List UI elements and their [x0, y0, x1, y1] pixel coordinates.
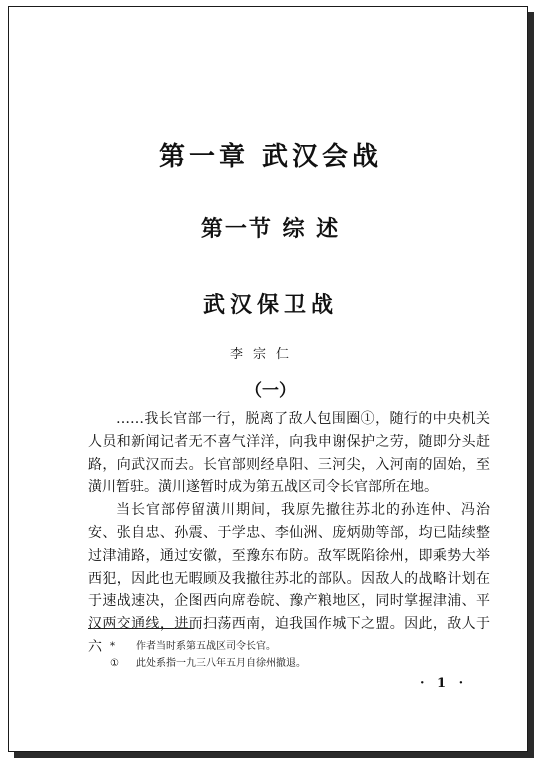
footnote-mark: * — [110, 641, 115, 652]
author-name: 李宗仁 — [230, 347, 300, 362]
footnote-divider — [88, 628, 194, 629]
body-text — [88, 408, 490, 659]
paragraph: 当长官部停留潢川期间，我原先撤往苏北的孙连仲、冯治安、张自忠、孙震、于学忠、李仙洲、庞炳勋等部，均已陆续整过津浦路，通过安徽，至豫东布防。敌军既陷徐州，即乘势大举西犯，因此也无暇顾及我撤往苏北的部队。因敌人的战略计划在于速战速决，企图西向席卷皖、豫产粮地区，同时掌握津浦、平汉两交通线，进而扫荡西南，迫我国作城下之盟。因此，敌人于六 — [88, 502, 490, 655]
article-title: 武汉保卫战 — [202, 292, 338, 318]
page-number: · 1 · — [420, 676, 468, 691]
footnote — [110, 638, 490, 655]
footnote-text: 此处系指一九三八年五月自徐州撤退。 — [136, 658, 306, 669]
chapter-title: 第一章 武汉会战 — [158, 142, 383, 172]
paragraph: ……我长官部一行，脱离了敌人包围圈①，随行的中央机关人员和新闻记者无不喜气洋洋，向我申谢保护之劳，随即分头赶路，向武汉而去。长官部则经阜阳、三河尖，入河南的固始，至潢川暂驻。潢川遂暂时成为第五战区司令长官部所在地。 — [88, 411, 490, 496]
footnote-text: 作者当时系第五战区司令长官。 — [136, 641, 276, 652]
footnote — [110, 655, 490, 672]
footnotes — [110, 638, 490, 672]
section-title: 第一节 综 述 — [200, 216, 341, 242]
part-number: （一） — [245, 381, 296, 401]
footnote-mark: ① — [110, 658, 119, 669]
